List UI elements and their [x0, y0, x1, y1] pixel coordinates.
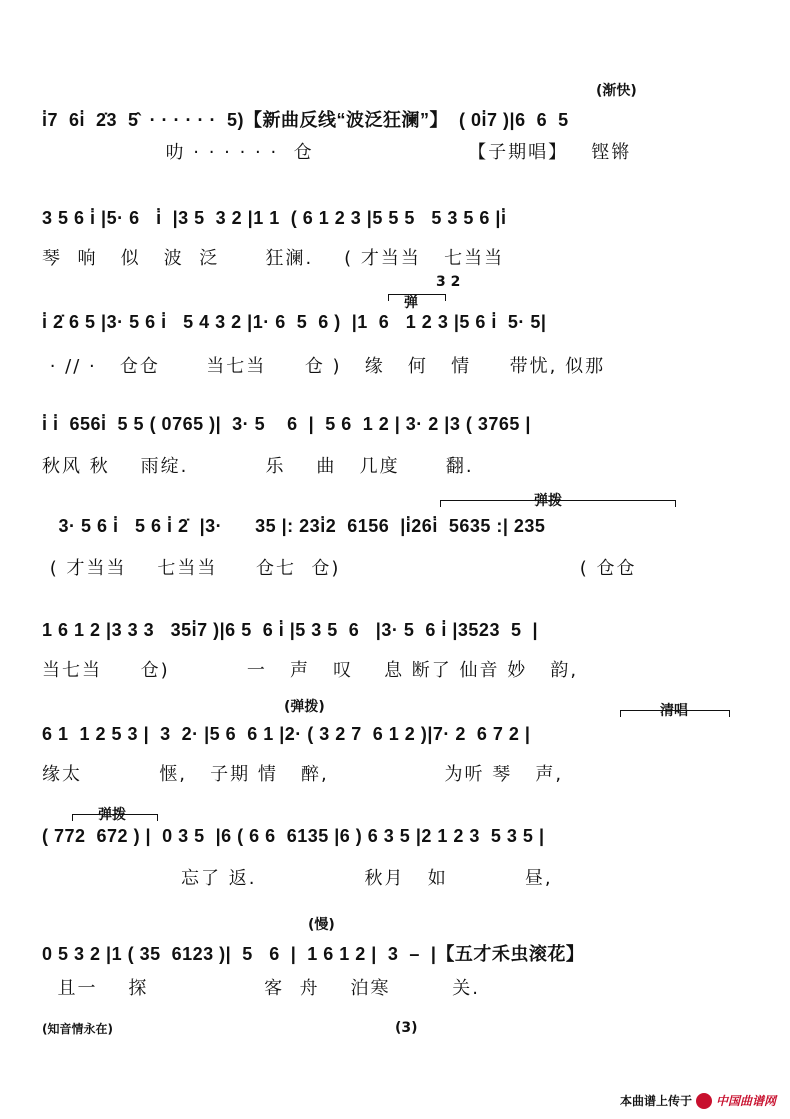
qingchang-marking: 清唱	[660, 703, 688, 719]
upload-label: 本曲谱上传于	[619, 1094, 692, 1108]
notation-line: 6 1 1 2 5 3 | 3 2· |5 6 6 1 |2· ( 3 2 7 6 1 2 )|7· 2 6 7 2 |	[42, 724, 531, 744]
notation-line: i̇7 6i̇ 2̇3 5̂ · · · · · · 5)【新曲反线“波泛狂澜”】 ( 0i̇7 )|6 6 5	[42, 110, 569, 130]
lyrics-line: 秋风 秋 雨绽. 乐 曲 几度 翻.	[42, 456, 474, 477]
notation-line: ( 772 672 ) | 0 3 5 |6 ( 6 6 6135 |6 ) 6 3 5 |2 1 2 3 5 3 5 |	[42, 826, 545, 846]
page-number: (3)	[395, 1020, 418, 1036]
song-title-footer: (知音情永在)	[42, 1022, 113, 1036]
notation-line: 3 5 6 i̇ |5· 6 i̇ |3 5 3 2 |1 1 ( 6 1 2 3 |5 5 5 5 3 5 6 |i̇	[42, 208, 507, 228]
lyrics-line: 且一 探 客 舟 泊寒 关.	[42, 978, 480, 999]
grace-notes: 3 2	[436, 274, 461, 290]
lyrics-line: 叻 · · · · · · 仓 【子期唱】 铿锵	[42, 142, 632, 163]
tan-marking: 弹	[404, 295, 418, 311]
tempo-marking: (慢)	[308, 917, 335, 933]
notation-line: 0 5 3 2 |1 ( 35 6123 )| 5 6 | 1 6 1 2 | 3 – |【五才禾虫滚花】	[42, 944, 585, 964]
tanbo-marking: 弹拨	[534, 493, 562, 509]
lyrics-line: 缘太 惬, 子期 情 醉, 为听 琴 声,	[42, 764, 564, 785]
notation-line: 3· 5 6 i̇ 5 6 i̇ 2̇ |3· 35 |: 23i̇2 6156 |i̇26i̇ 5635 :| 235	[42, 516, 546, 536]
site-logo-icon	[696, 1093, 712, 1109]
notation-line: i̇ i̇ 656i̇ 5 5 ( 0765 )| 3· 5 6 | 5 6 1 2 | 3· 2 |3 ( 3765 |	[42, 414, 531, 434]
notation-line: 1 6 1 2 |3 3 3 35i̇7 )|6 5 6 i̇ |5 3 5 6 |3· 5 6 i̇ |3523 5 |	[42, 620, 539, 640]
lyrics-line: ( 才当当 七当当 仓七 仓) ( 仓仓	[42, 558, 637, 579]
tanbo-marking: (弹拨)	[284, 699, 325, 715]
lyrics-line: · // · 仓仓 当七当 仓 ) 缘 何 情 带忧, 似那	[42, 356, 606, 377]
lyrics-line: 当七当 仓) 一 声 叹 息 断了 仙音 妙 韵,	[42, 660, 579, 681]
tanbo-marking: 弹拨	[98, 807, 126, 823]
tempo-marking: (渐快)	[596, 83, 637, 99]
site-credit	[620, 1092, 776, 1109]
lyrics-line: 忘了 返. 秋月 如 昼,	[42, 868, 553, 889]
lyrics-line: 琴 响 似 波 泛 狂澜. ( 才当当 七当当	[42, 248, 505, 269]
notation-line: i̇ 2̇ 6 5 |3· 5 6 i̇ 5 4 3 2 |1· 6 5 6 ) |1 6 1 2 3 |5 6 i̇ 5· 5|	[42, 312, 547, 332]
site-brand[interactable]: 中国曲谱网	[715, 1094, 776, 1108]
